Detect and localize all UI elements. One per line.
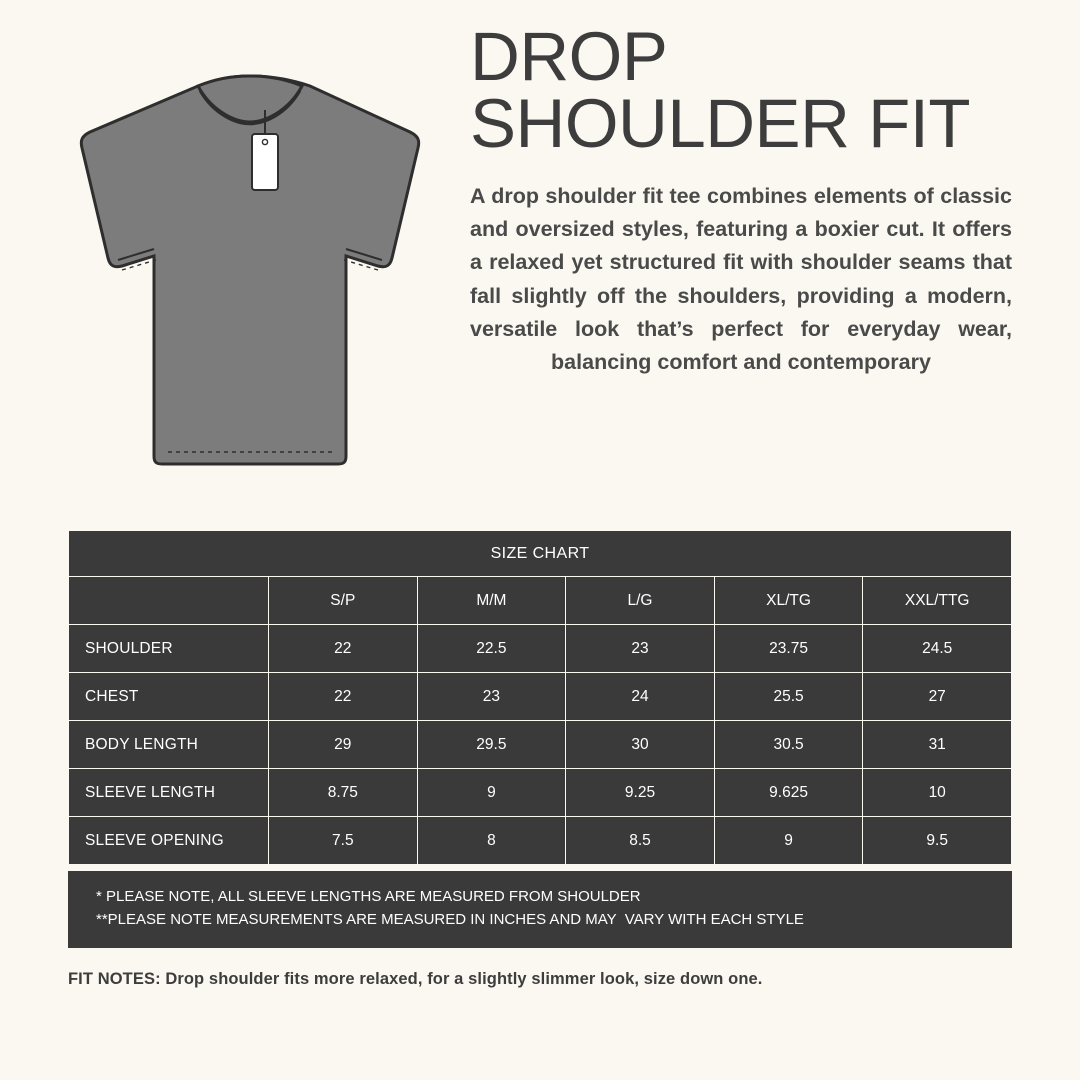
tee-illustration xyxy=(40,14,460,512)
size-chart-table xyxy=(68,530,1012,865)
page-title xyxy=(470,18,1012,162)
cell-sleeve-length-s: 8.75 xyxy=(269,769,418,817)
column-header-xl: XL/TG xyxy=(714,577,863,625)
cell-chest-s: 22 xyxy=(269,673,418,721)
cell-shoulder-xxl: 24.5 xyxy=(863,625,1012,673)
column-header-m: M/M xyxy=(417,577,566,625)
table-row xyxy=(69,625,1012,673)
cell-shoulder-xl: 23.75 xyxy=(714,625,863,673)
note-line-2: **PLEASE NOTE MEASUREMENTS ARE MEASURED IN INCHES AND MAY VARY WITH EACH STYLE xyxy=(96,911,804,929)
column-header-xxl: XXL/TTG xyxy=(863,577,1012,625)
row-label-shoulder: SHOULDER xyxy=(69,625,269,673)
fit-description: A drop shoulder fit tee combines elements of classic and oversized styles, featuring a boxier cut. It offers a relaxed yet structured fit with shoulder seams that fall slightly off the shoulders, providing a modern, versatile look that’s perfect for everyday wear, balancing comfort and contemporary xyxy=(470,183,1012,375)
size-chart-section xyxy=(68,530,1012,989)
header-section xyxy=(0,0,1080,512)
cell-sleeve-length-l: 9.25 xyxy=(566,769,715,817)
headline-column xyxy=(460,14,1012,512)
title-line-1: DROP xyxy=(470,18,668,95)
table-row xyxy=(69,673,1012,721)
column-header-blank xyxy=(69,577,269,625)
measurement-notes xyxy=(68,871,1012,948)
title-line-2: SHOULDER FIT xyxy=(470,84,971,162)
cell-sleeve-opening-m: 8 xyxy=(417,817,566,865)
cell-shoulder-s: 22 xyxy=(269,625,418,673)
cell-sleeve-opening-xxl: 9.5 xyxy=(863,817,1012,865)
size-chart-title: SIZE CHART xyxy=(69,531,1012,577)
cell-body-length-s: 29 xyxy=(269,721,418,769)
row-label-chest: CHEST xyxy=(69,673,269,721)
row-label-sleeve-opening: SLEEVE OPENING xyxy=(69,817,269,865)
cell-chest-l: 24 xyxy=(566,673,715,721)
column-header-s: S/P xyxy=(269,577,418,625)
cell-shoulder-l: 23 xyxy=(566,625,715,673)
cell-sleeve-length-xxl: 10 xyxy=(863,769,1012,817)
cell-sleeve-length-m: 9 xyxy=(417,769,566,817)
table-title-row xyxy=(69,531,1012,577)
cell-chest-m: 23 xyxy=(417,673,566,721)
cell-sleeve-opening-s: 7.5 xyxy=(269,817,418,865)
cell-body-length-xl: 30.5 xyxy=(714,721,863,769)
cell-sleeve-length-xl: 9.625 xyxy=(714,769,863,817)
drop-shoulder-tee-icon xyxy=(60,54,440,474)
cell-body-length-l: 30 xyxy=(566,721,715,769)
column-header-l: L/G xyxy=(566,577,715,625)
table-row xyxy=(69,769,1012,817)
cell-chest-xxl: 27 xyxy=(863,673,1012,721)
cell-chest-xl: 25.5 xyxy=(714,673,863,721)
table-header-row xyxy=(69,577,1012,625)
table-row xyxy=(69,817,1012,865)
row-label-body-length: BODY LENGTH xyxy=(69,721,269,769)
note-line-1: * PLEASE NOTE, ALL SLEEVE LENGTHS ARE MEASURED FROM SHOULDER xyxy=(96,888,641,905)
cell-shoulder-m: 22.5 xyxy=(417,625,566,673)
table-row xyxy=(69,721,1012,769)
cell-sleeve-opening-l: 8.5 xyxy=(566,817,715,865)
cell-body-length-m: 29.5 xyxy=(417,721,566,769)
row-label-sleeve-length: SLEEVE LENGTH xyxy=(69,769,269,817)
fit-notes: FIT NOTES: Drop shoulder fits more relaxed, for a slightly slimmer look, size down one. xyxy=(68,969,763,988)
cell-body-length-xxl: 31 xyxy=(863,721,1012,769)
cell-sleeve-opening-xl: 9 xyxy=(714,817,863,865)
